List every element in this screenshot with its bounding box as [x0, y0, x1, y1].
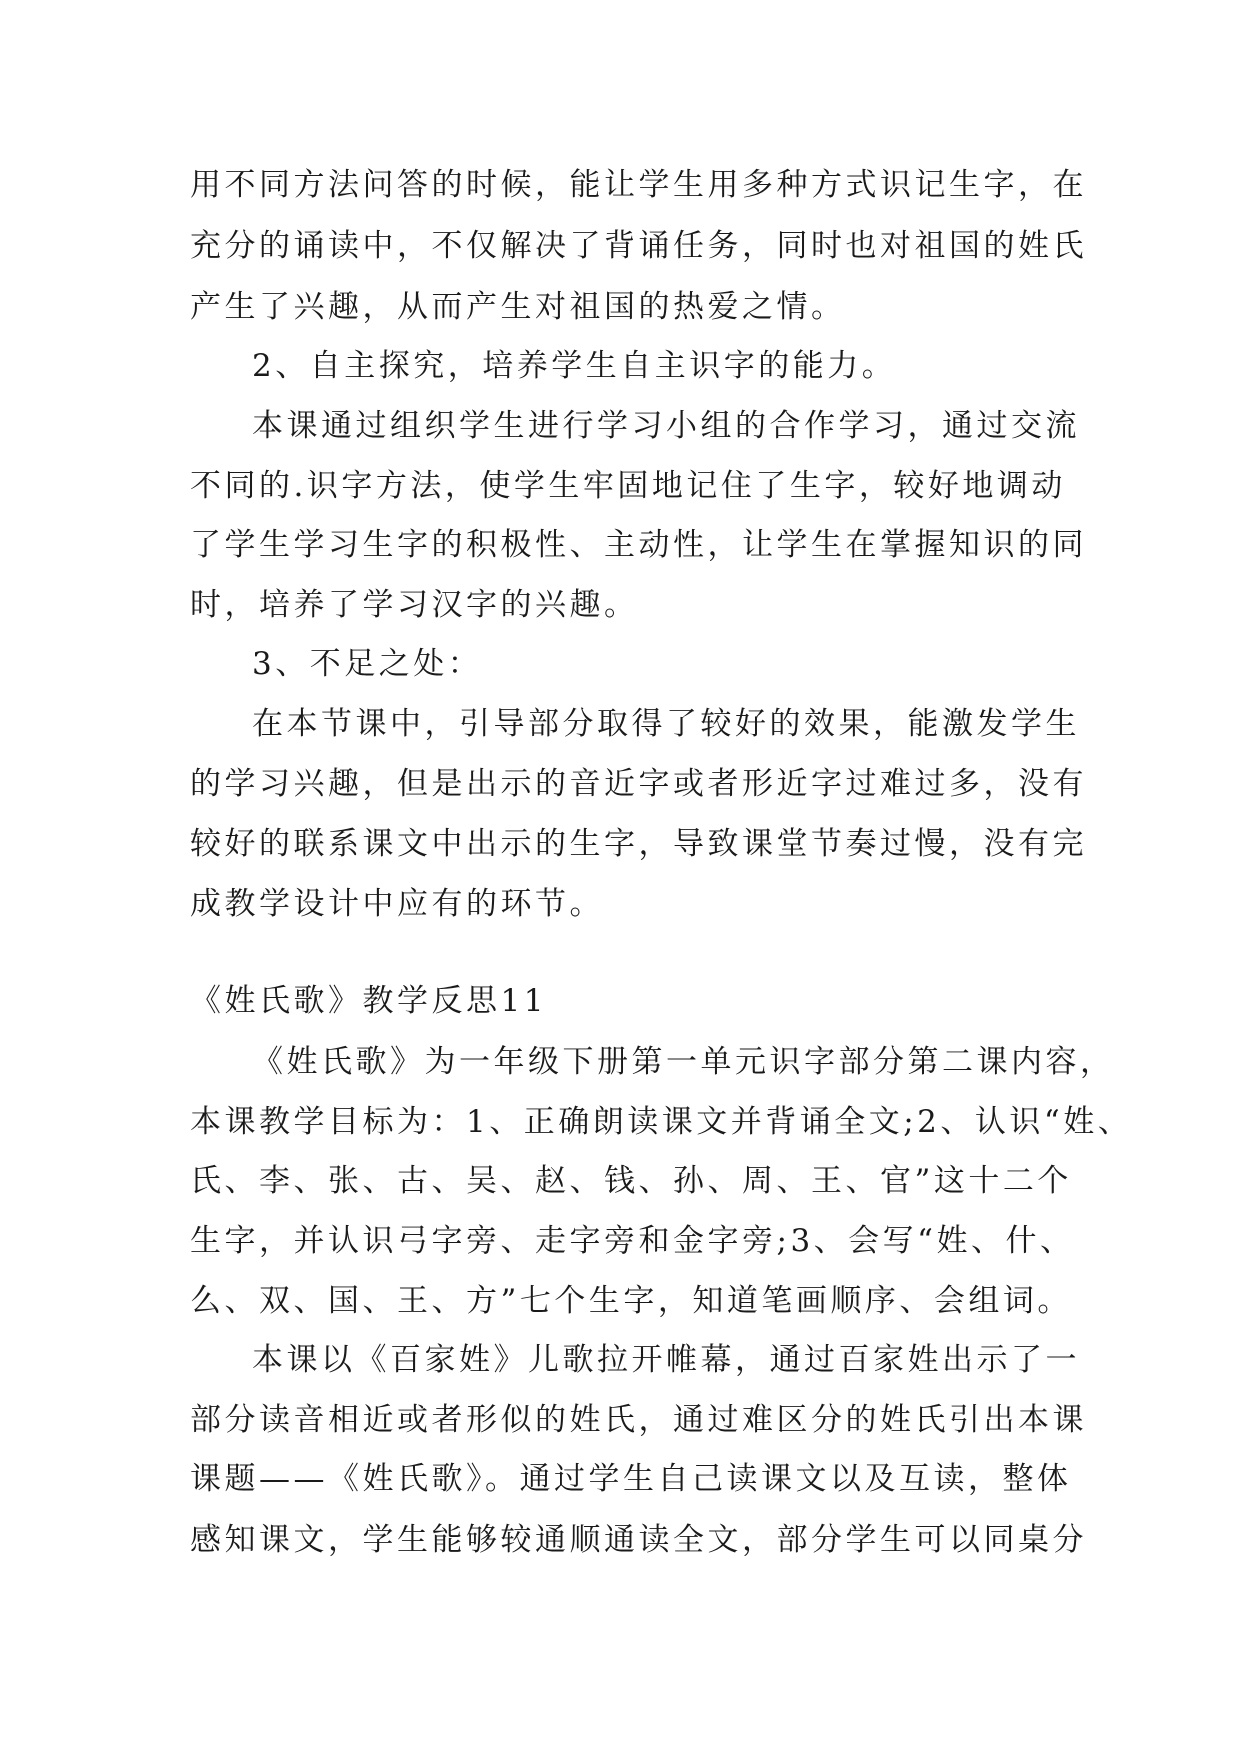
- paragraph-line: 在本节课中，引导部分取得了较好的效果，能激发学生: [252, 706, 1080, 742]
- paragraph-line: 氏、李、张、古、吴、赵、钱、孙、周、王、官”这十二个: [190, 1163, 1072, 1199]
- list-item-heading: 3、不足之处：: [252, 646, 483, 682]
- paragraph-line: 充分的诵读中，不仅解决了背诵任务，同时也对祖国的姓氏: [190, 228, 1087, 264]
- paragraph-line: 的学习兴趣，但是出示的音近字或者形近字过难过多，没有: [190, 766, 1087, 802]
- paragraph-line: 不同的.识字方法，使学生牢固地记住了生字，较好地调动: [190, 468, 1066, 504]
- paragraph-line: 么、双、国、王、方”七个生字，知道笔画顺序、会组词。: [190, 1283, 1072, 1319]
- paragraph-line: 本课教学目标为：1、正确朗读课文并背诵全文;2、认识“姓、: [190, 1104, 1133, 1140]
- paragraph-line: 课题——《姓氏歌》。通过学生自己读课文以及互读，整体: [190, 1461, 1072, 1497]
- paragraph-line: 本课通过组织学生进行学习小组的合作学习，通过交流: [252, 408, 1080, 444]
- paragraph-line: 用不同方法问答的时候，能让学生用多种方式识记生字，在: [190, 167, 1087, 203]
- paragraph-line: 产生了兴趣，从而产生对祖国的热爱之情。: [190, 289, 846, 325]
- list-item-heading: 2、自主探究，培养学生自主识字的能力。: [252, 348, 897, 384]
- paragraph-line: 《姓氏歌》为一年级下册第一单元识字部分第二课内容，: [252, 1044, 1115, 1080]
- paragraph-line: 较好的联系课文中出示的生字，导致课堂节奏过慢，没有完: [190, 826, 1087, 862]
- paragraph-line: 部分读音相近或者形似的姓氏，通过难区分的姓氏引出本课: [190, 1402, 1087, 1438]
- paragraph-line: 了学生学习生字的积极性、主动性，让学生在掌握知识的同: [190, 527, 1087, 563]
- paragraph-line: 成教学设计中应有的环节。: [190, 886, 604, 922]
- paragraph-line: 感知课文，学生能够较通顺通读全文，部分学生可以同桌分: [190, 1522, 1087, 1558]
- section-heading: 《姓氏歌》教学反思11: [190, 983, 547, 1019]
- paragraph-line: 时，培养了学习汉字的兴趣。: [190, 587, 639, 623]
- paragraph-line: 本课以《百家姓》儿歌拉开帷幕，通过百家姓出示了一: [252, 1342, 1080, 1378]
- paragraph-line: 生字，并认识弓字旁、走字旁和金字旁;3、会写“姓、什、: [190, 1223, 1075, 1259]
